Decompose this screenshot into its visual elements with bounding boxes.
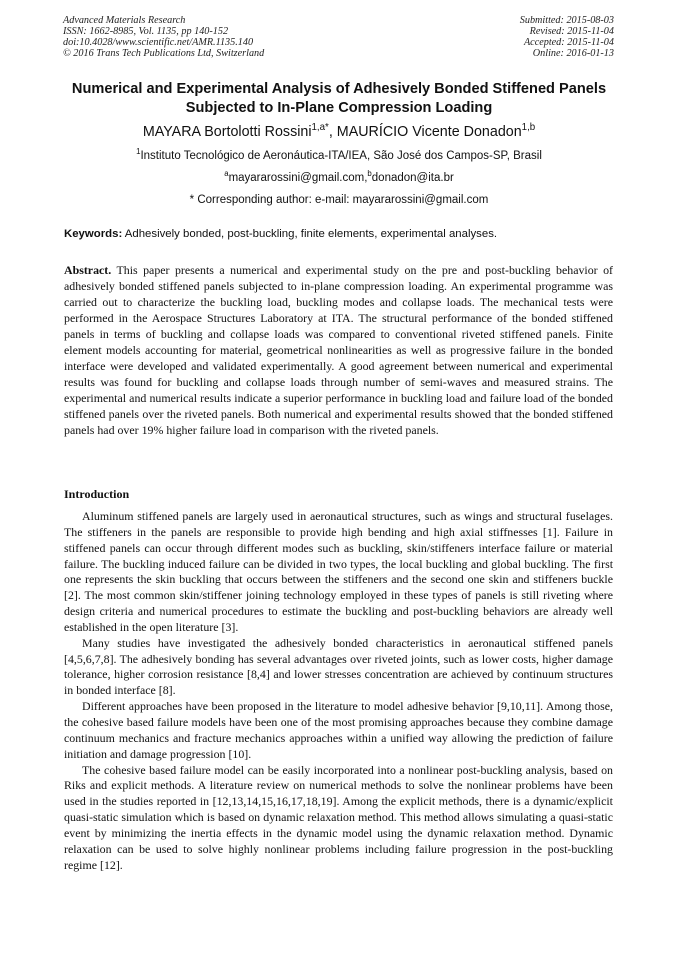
abstract-paragraph [64, 262, 613, 438]
email-b: donadon@ita.br [371, 172, 454, 184]
corresponding-author: * Corresponding author: e-mail: mayararossini@gmail.com [189, 194, 489, 206]
abstract-text: This paper presents a numerical and experimental study on the pre and post-buckling behavior of adhesively bonded stiffened panels subjected to in-plane compression loading. An experimental programme was carried out to characterize the buckling load, buckling modes and collapse loads. The mechanical tests were performed in the Aerospace Structures Laboratory at ITA. The structural performance of the bonded stiffened panels in terms of buckling and collapse loads was compared to conventional riveted stiffened panels. Finite element models accounting for material, geometrical nonlinearities as well as progressive failure in the bonded interface were developed and validated experimentally. A good agreement between numerical and experimental results was found for buckling and collapse loads through number of semi-waves and measured strains. The experimental and numerical results indicate a superior performance in buckling load and failure load of the bonded stiffened panels over the riveted panels. Both numerical and experimental results showed that the bonded stiffened panels had over 19% higher failure load in comparison with the riveted panels. [64, 263, 613, 437]
email-a-superscript: a [224, 169, 229, 179]
author-2-name: MAURÍCIO Vicente Donadon [336, 124, 522, 140]
accepted-date: Accepted: 2015-11-04 [523, 37, 614, 48]
email-a: mayararossini@gmail.com, [228, 172, 368, 184]
author-line [40, 123, 638, 141]
affiliation-line [40, 149, 638, 163]
submitted-date: Submitted: 2015-08-03 [519, 15, 614, 26]
keywords-label: Keywords: [64, 228, 123, 240]
intro-paragraph-1: Aluminum stiffened panels are largely used in aeronautical structures, such as wings and structural fuselages. The stiffeners in the panels are responsible to provide high bending and high axial stiffnesses [1]. Failure in stiffened panels can occur through different modes such as buckling, skin/stiffeners interface failure or material failure. The buckling induced failure can be divided in two types, the local buckling and global buckling. The first one represents the skin buckling that occurs between the stiffeners and the second one skin and stiffeners buckle [2]. The most common skin/stiffener joining technology employed in these types of panels is still riveting where design criteria and numerical procedures to estimate the buckling and post-buckling behaviors are already well established in the open literature [3]. [64, 509, 613, 634]
abstract-label: Abstract. [64, 263, 112, 277]
email-line [40, 171, 638, 185]
intro-paragraph-2: Many studies have investigated the adhesively bonded characteristics in aeronautical stiffened panels [4,5,6,7,8]. The adhesively bonding has several advantages over riveted joints, such as lower costs, higher damage tolerance, higher corrosion resistance [8,4] and lower stresses concentration are achieved by continuum structures in bonded interface [8]. [64, 635, 613, 698]
email-b-superscript: b [367, 169, 372, 179]
author-1-name: MAYARA Bortolotti Rossini [142, 124, 312, 140]
header-left-block [63, 15, 264, 59]
author-1-superscript: 1,a* [311, 122, 329, 134]
introduction-heading: Introduction [64, 487, 130, 501]
online-date: Online: 2016-01-13 [532, 48, 614, 59]
affiliation-superscript: 1 [136, 147, 141, 157]
keywords-line [64, 227, 624, 242]
affiliation-text: Instituto Tecnológico de Aeronáutica-ITA/IEA, São José dos Campos-SP, Brasil [140, 150, 542, 162]
issn-line: ISSN: 1662-8985, Vol. 1135, pp 140-152 [63, 26, 229, 37]
copyright-line: © 2016 Trans Tech Publications Ltd, Switzerland [63, 48, 265, 59]
revised-date: Revised: 2015-11-04 [529, 26, 614, 37]
journal-name: Advanced Materials Research [63, 15, 186, 26]
intro-paragraph-3: Different approaches have been proposed in the literature to model adhesive behavior [9,10,11]. Among those, the cohesive based failure models have been one of the most promising approaches because they combine damage continuum mechanics and fracture mechanics approaches within a unified way allowing the prediction of failure initiation and damage progression [10]. [64, 699, 613, 761]
introduction-body [64, 509, 613, 873]
author-separator: , [328, 124, 337, 140]
intro-paragraph-4: The cohesive based failure model can be easily incorporated into a nonlinear post-buckling analysis, based on Riks and explicit methods. A literature review on numerical methods to solve the nonlinear problems have been used in the studies reported in [12,13,14,15,16,17,18,19]. Among the explicit methods, there is a dynamic/explicit quasi-static simulation which is based on dynamic relaxation method. This method allows simulating a quasi-static event by minimizing the inertia effects in the dynamic model using the dynamic relaxation method. Dynamic relaxation can be used to solve highly nonlinear problems including failure progression in the post-buckling regime [12]. [64, 762, 613, 872]
header-right-block [520, 15, 614, 59]
keywords-text: Adhesively bonded, post-buckling, finite elements, experimental analyses. [122, 228, 498, 240]
author-2-superscript: 1,b [521, 122, 536, 134]
doi-line: doi:10.4028/www.scientific.net/AMR.1135.140 [63, 37, 254, 48]
paper-title: Numerical and Experimental Analysis of Adhesively Bonded Stiffened Panels Subjected to In-Plane Compression Loading [71, 81, 607, 116]
